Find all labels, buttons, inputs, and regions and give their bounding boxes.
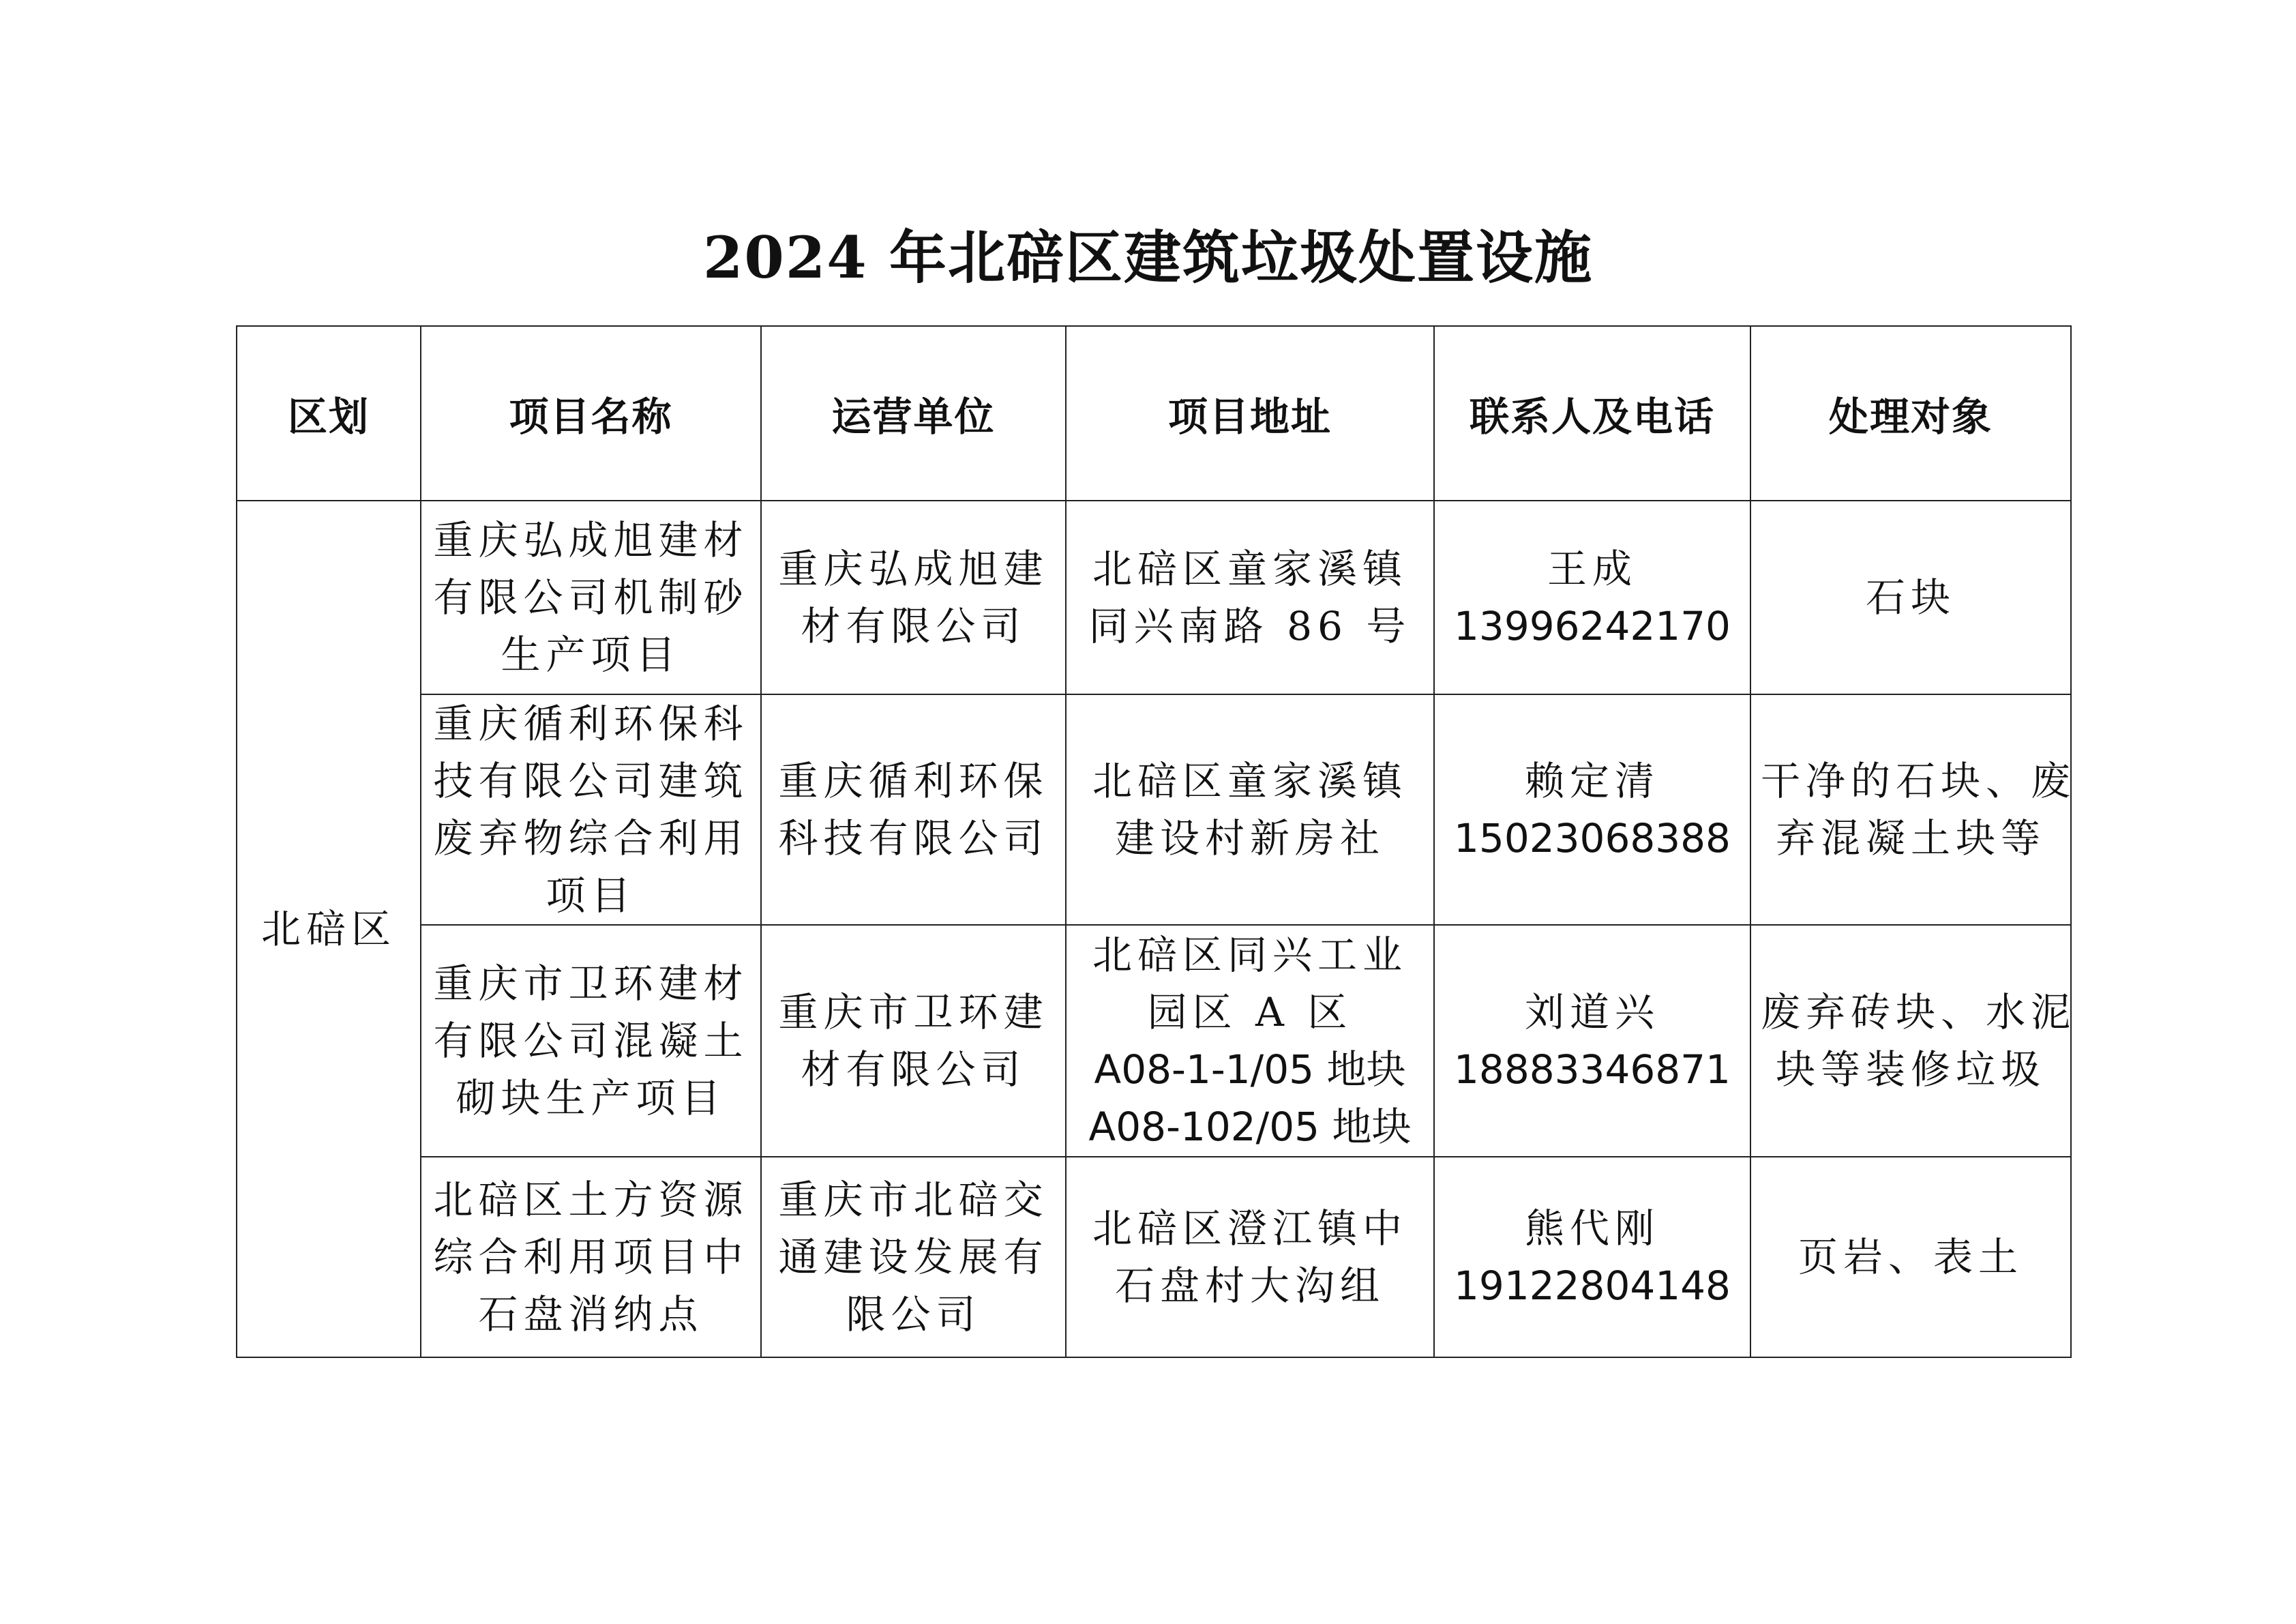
contact-cell (1434, 1157, 1750, 1357)
contact-name: 刘道兴 (1524, 989, 1660, 1035)
document-title: 2024 年北碚区建筑垃圾处置设施 (702, 224, 1594, 291)
contact-cell (1434, 501, 1750, 694)
target-line: 块等装修垃圾 (1775, 1046, 2046, 1093)
header-district: 区划 (237, 326, 421, 501)
project-name-cell (421, 694, 761, 925)
project-name-cell (421, 1157, 761, 1357)
contact-cell (1434, 694, 1750, 925)
contact-phone: 15023068388 (1454, 815, 1731, 861)
target-cell (1750, 694, 2076, 925)
target-cell (1750, 925, 2076, 1157)
target-cell (1750, 501, 2071, 694)
target-line: 干净的石块、废 (1761, 758, 2076, 804)
address-cell (1066, 1157, 1434, 1357)
address-line: 建设村新房社 (1114, 815, 1385, 861)
project-name-line: 有限公司机制砂 (433, 574, 749, 621)
operator-line: 重庆市卫环建 (778, 989, 1049, 1035)
project-name-line: 重庆弘成旭建材 (433, 517, 749, 563)
operator-line: 限公司 (846, 1291, 981, 1338)
contact-cell (1434, 925, 1750, 1157)
table-row (237, 925, 2071, 1157)
header-address: 项目地址 (1066, 326, 1434, 501)
target-line: 石块 (1865, 574, 1956, 621)
address-line: 园区 A 区 (1147, 989, 1353, 1035)
contact-name: 王成 (1547, 546, 1637, 592)
district-cell (237, 501, 421, 1357)
address-line: 北碚区同兴工业 (1092, 932, 1407, 978)
project-name-line: 技有限公司建筑 (433, 758, 749, 804)
operator-line: 重庆市北碚交 (778, 1177, 1049, 1223)
address-line: 同兴南路 86 号 (1088, 603, 1412, 649)
table-row (237, 694, 2071, 925)
project-name-line: 重庆循利环保科 (433, 700, 749, 747)
operator-cell (761, 1157, 1066, 1357)
project-name-cell (421, 501, 761, 694)
project-name-line: 石盘消纳点 (478, 1291, 704, 1338)
project-name-line: 综合利用项目中 (433, 1234, 749, 1280)
facility-table (236, 325, 2076, 1358)
target-cell (1750, 1157, 2071, 1357)
operator-line: 科技有限公司 (778, 815, 1049, 861)
target-line: 废弃砖块、水泥 (1761, 989, 2076, 1035)
contact-phone: 19122804148 (1454, 1263, 1731, 1309)
table-row (237, 501, 2071, 694)
contact-phone: 13996242170 (1454, 603, 1731, 649)
project-name-line: 北碚区土方资源 (433, 1177, 749, 1223)
header-target: 处理对象 (1750, 326, 2071, 501)
contact-phone: 18883346871 (1454, 1046, 1731, 1093)
project-name-line: 生产项目 (501, 632, 681, 678)
operator-line: 重庆弘成旭建 (778, 546, 1049, 592)
contact-name: 熊代刚 (1524, 1205, 1660, 1252)
operator-line: 材有限公司 (801, 603, 1026, 649)
header-project-name: 项目名称 (421, 326, 761, 501)
project-name-line: 有限公司混凝土 (433, 1018, 749, 1064)
address-line: 石盘村大沟组 (1114, 1263, 1385, 1309)
operator-cell (761, 694, 1066, 925)
header-operator: 运营单位 (761, 326, 1066, 501)
project-name-line: 重庆市卫环建材 (433, 960, 749, 1007)
district-value: 北碚区 (260, 906, 396, 952)
address-line: 北碚区童家溪镇 (1092, 546, 1407, 592)
address-cell (1066, 694, 1434, 925)
target-line: 页岩、表土 (1798, 1234, 2023, 1280)
address-line: 北碚区澄江镇中 (1092, 1205, 1407, 1252)
project-name-line: 项目 (546, 872, 636, 919)
table-row (237, 1157, 2071, 1357)
operator-line: 材有限公司 (801, 1046, 1026, 1093)
operator-line: 通建设发展有 (778, 1234, 1049, 1280)
table-header-row (237, 326, 2071, 501)
operator-cell (761, 925, 1066, 1157)
address-cell (1066, 501, 1434, 694)
operator-line: 重庆循利环保 (778, 758, 1049, 804)
header-contact: 联系人及电话 (1434, 326, 1750, 501)
project-name-line: 砌块生产项目 (456, 1075, 726, 1121)
target-line: 弃混凝土块等 (1775, 815, 2046, 861)
project-name-line: 废弃物综合利用 (433, 815, 749, 861)
project-name-cell (421, 925, 761, 1157)
contact-name: 赖定清 (1524, 758, 1660, 804)
operator-cell (761, 501, 1066, 694)
address-cell (1066, 925, 1434, 1157)
address-line: 北碚区童家溪镇 (1092, 758, 1407, 804)
address-line: A08-102/05 地块 (1088, 1104, 1412, 1150)
address-line: A08-1-1/05 地块 (1094, 1046, 1406, 1093)
